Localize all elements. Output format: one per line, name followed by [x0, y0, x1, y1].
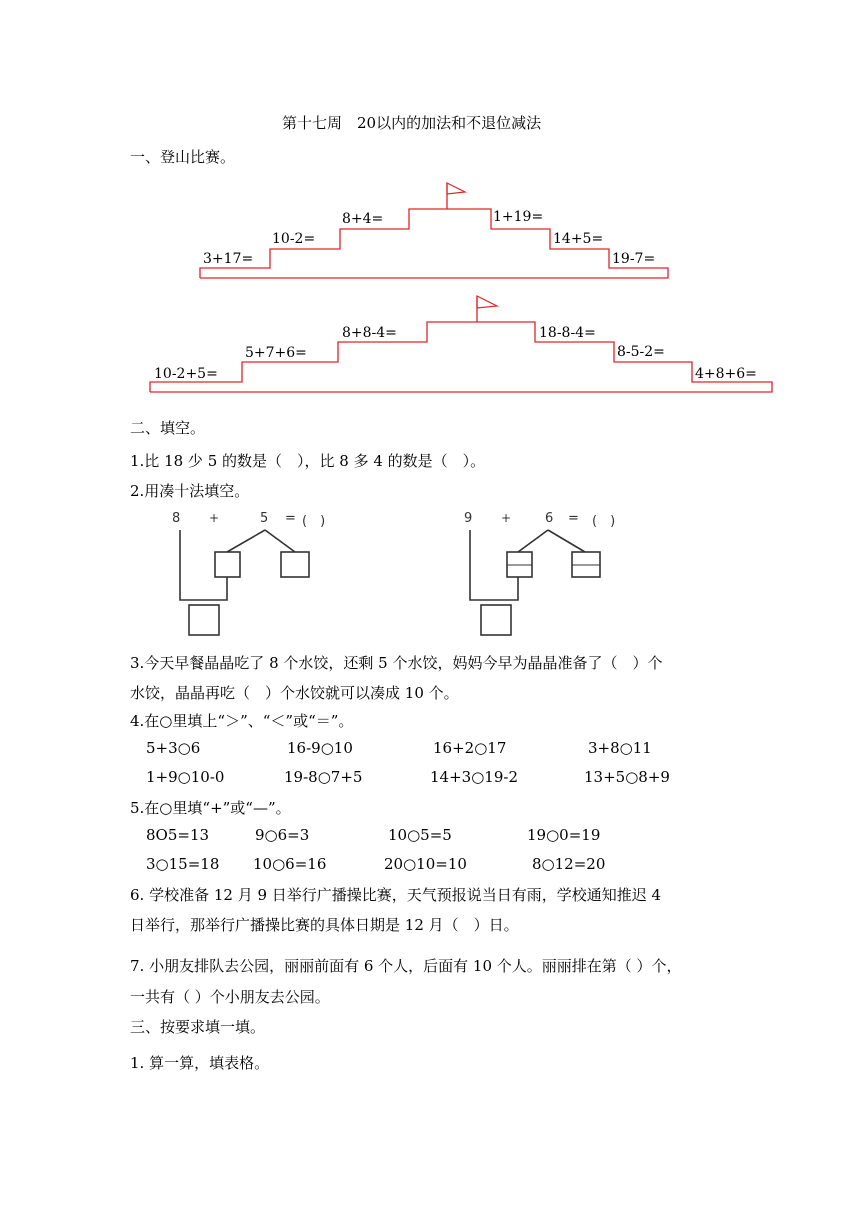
mountain2-step-2: 5+7+6= [245, 345, 307, 361]
diagram1-result: ( ) [302, 514, 326, 529]
mountain1-step-2: 10-2= [272, 231, 316, 247]
mountain2-step-3: 8+8-4= [342, 325, 397, 341]
question-3-line-2: 水饺，晶晶再吃（ ）个水饺就可以凑成 10 个。 [130, 684, 459, 702]
question-2: 2.用凑十法填空。 [130, 482, 250, 500]
diagram1-a: 8 [172, 511, 181, 526]
section-3-heading: 三、按要求填一填。 [130, 1018, 266, 1036]
q4-item: 16+2○17 [433, 739, 507, 757]
q4-item: 19-8○7+5 [284, 768, 363, 786]
diagram1-b: 5 [260, 511, 269, 526]
question-6-line-2: 日举行，那举行广播操比赛的具体日期是 12 月（ ）日。 [130, 916, 519, 934]
question-6-line-1: 6. 学校准备 12 月 9 日举行广播操比赛，天气预报说当日有雨，学校通知推迟 4 [130, 886, 662, 904]
mountain1-step-4: 1+19= [493, 209, 544, 225]
q4-item: 16-9○10 [287, 739, 353, 757]
diagram2-b: 6 [545, 511, 554, 526]
mountain2-step-1: 10-2+5= [154, 366, 218, 382]
question-7-line-1: 7. 小朋友排队去公园，丽丽前面有 6 个人，后面有 10 个人。丽丽排在第（ ）个， [130, 957, 682, 975]
mountain2-step-6: 4+8+6= [695, 366, 757, 382]
q4-item: 1+9○10-0 [146, 768, 225, 786]
diagram2-op: + [501, 511, 512, 525]
q4-item: 5+3○6 [146, 739, 201, 757]
q5-item: 10○6=16 [253, 855, 327, 873]
q5-item: 20○10=10 [384, 855, 467, 873]
q5-item: 10○5=5 [388, 826, 452, 844]
question-5: 5.在○里填“+”或“—”。 [130, 799, 291, 817]
diagram1-eq: = [285, 511, 296, 526]
diagram2-a: 9 [464, 511, 473, 526]
section-3-question-1: 1. 算一算，填表格。 [130, 1054, 270, 1072]
q4-item: 13+5○8+9 [584, 768, 670, 786]
mountain2-step-5: 8-5-2= [617, 344, 665, 360]
q5-item: 19○0=19 [527, 826, 601, 844]
mountain2-step-4: 18-8-4= [539, 325, 596, 341]
q5-item: 3○15=18 [146, 855, 220, 873]
mountain-diagram-1 [0, 0, 860, 400]
q4-item: 3+8○11 [588, 739, 652, 757]
q5-item: 9○6=3 [255, 826, 310, 844]
question-4: 4.在○里填上“＞”、“＜”或“＝”。 [130, 712, 354, 730]
question-3-line-1: 3.今天早餐晶晶吃了 8 个水饺，还剩 5 个水饺，妈妈今早为晶晶准备了（ ）个 [130, 654, 663, 672]
diagram2-result: ( ) [592, 514, 616, 529]
q5-item: 8○12=20 [532, 855, 606, 873]
mountain1-step-5: 14+5= [553, 231, 604, 247]
mountain1-step-1: 3+17= [203, 251, 254, 267]
section-2-heading: 二、填空。 [130, 419, 206, 437]
mountain1-step-6: 19-7= [612, 251, 656, 267]
page-title: 第十七周 20以内的加法和不退位减法 [282, 114, 542, 132]
question-7-line-2: 一共有（ ）个小朋友去公园。 [130, 988, 330, 1006]
mountain1-step-3: 8+4= [342, 211, 384, 227]
diagram2-eq: = [568, 511, 579, 526]
diagram1-op: + [209, 511, 220, 525]
q4-item: 14+3○19-2 [430, 768, 518, 786]
section-1-heading: 一、登山比赛。 [130, 148, 236, 166]
q5-item: 8O5=13 [146, 826, 210, 844]
question-1: 1.比 18 少 5 的数是（ ），比 8 多 4 的数是（ ）。 [130, 452, 486, 470]
